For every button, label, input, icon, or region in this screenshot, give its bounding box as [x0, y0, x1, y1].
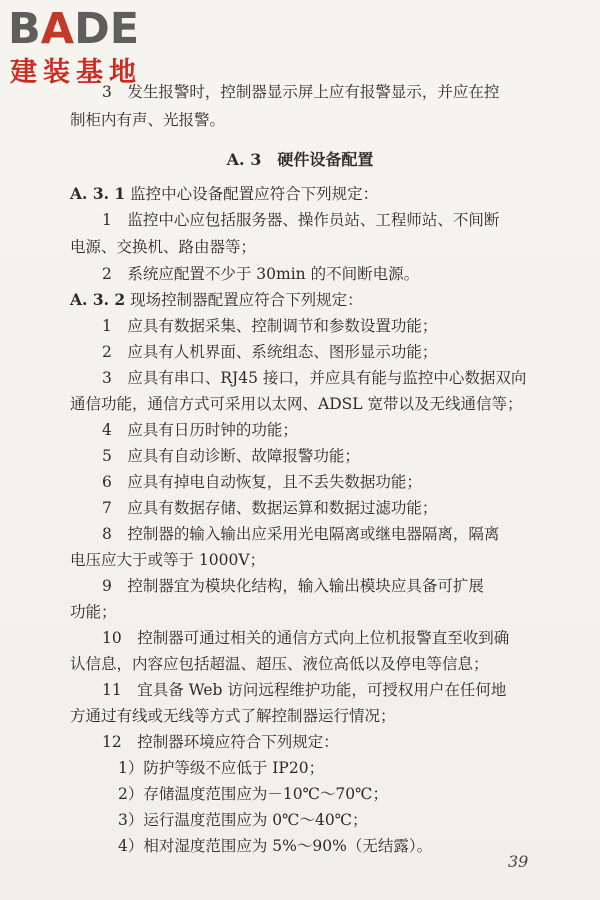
list-item: 6 应具有掉电自动恢复，且不丢失数据功能；	[102, 473, 422, 491]
logo-latin-text: BADE	[8, 4, 140, 54]
list-item: 3 应具有串口、RJ45 接口，并应具有能与监控中心数据双向	[102, 369, 527, 387]
sub-list-item: 4）相对湿度范围应为 5%～90%（无结露）。	[118, 837, 433, 855]
clause-number: A. 3. 2	[70, 290, 126, 309]
section-heading: A. 3 硬件设备配置	[226, 150, 374, 169]
paragraph-line: 制柜内有声、光报警。	[70, 111, 226, 129]
list-item: 5 应具有自动诊断、故障报警功能；	[102, 447, 360, 465]
list-item: 2 系统应配置不少于 30min 的不间断电源。	[102, 265, 420, 283]
page-number: 39	[508, 852, 529, 871]
list-item-continuation: 功能；	[70, 603, 117, 621]
list-item-continuation: 通信功能，通信方式可采用以太网、ADSL 宽带以及无线通信等；	[70, 395, 523, 413]
clause-line	[70, 290, 363, 310]
list-item: 10 控制器可通过相关的通信方式向上位机报警直至收到确	[102, 629, 510, 647]
list-item: 12 控制器环境应符合下列规定：	[102, 733, 339, 751]
paragraph-line: 3 发生报警时，控制器显示屏上应有报警显示，并应在控	[102, 83, 500, 101]
clause-line	[70, 184, 378, 204]
list-item-continuation: 方通过有线或无线等方式了解控制器运行情况；	[70, 707, 396, 725]
list-item-continuation: 电源、交换机、路由器等；	[70, 238, 257, 256]
logo-accent-letter: A	[40, 4, 75, 54]
list-item: 9 控制器宜为模块化结构，输入输出模块应具备可扩展	[102, 577, 484, 595]
clause-number: A. 3. 1	[70, 184, 126, 203]
list-item: 4 应具有日历时钟的功能；	[102, 421, 298, 439]
list-item-continuation: 认信息，内容应包括超温、超压、液位高低以及停电等信息；	[70, 655, 489, 673]
sub-list-item: 3）运行温度范围应为 0℃～40℃；	[118, 811, 368, 829]
clause-text: 现场控制器配置应符合下列规定：	[130, 291, 363, 309]
list-item: 1 监控中心应包括服务器、操作员站、工程师站、不间断	[102, 211, 500, 229]
logo-chinese-text: 建装基地	[10, 57, 142, 88]
list-item: 1 应具有数据采集、控制调节和参数设置功能；	[102, 317, 438, 335]
list-item: 7 应具有数据存储、数据运算和数据过滤功能；	[102, 499, 438, 517]
list-item: 11 宜具备 Web 访问远程维护功能，可授权用户在任何地	[102, 681, 507, 699]
list-item: 8 控制器的输入输出应采用光电隔离或继电器隔离，隔离	[102, 525, 500, 543]
list-item-continuation: 电压应大于或等于 1000V；	[70, 551, 266, 569]
clause-text: 监控中心设备配置应符合下列规定：	[130, 185, 379, 203]
list-item: 2 应具有人机界面、系统组态、图形显示功能；	[102, 343, 438, 361]
bade-logo	[8, 6, 178, 88]
sub-list-item: 2）存储温度范围应为－10℃～70℃；	[118, 785, 388, 803]
sub-list-item: 1）防护等级不应低于 IP20；	[118, 759, 325, 777]
